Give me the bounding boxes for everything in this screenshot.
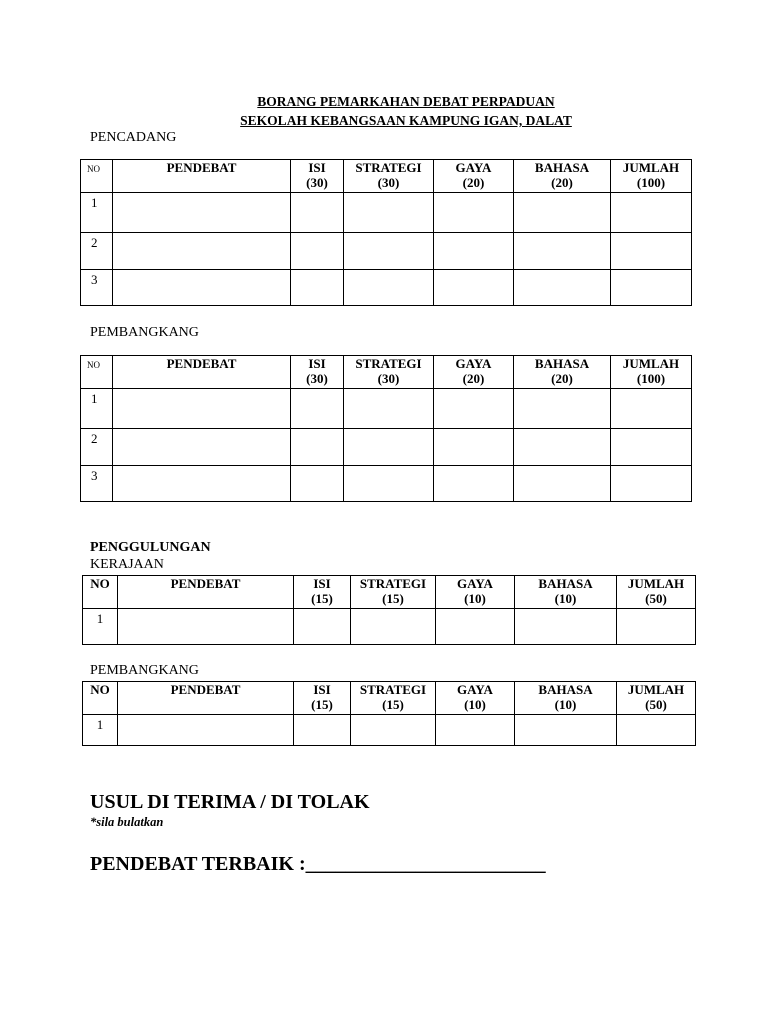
header-isi [291,356,344,389]
header-strategi [344,356,434,389]
header-isi [294,576,351,609]
header-isi-label: ISI [313,576,331,591]
table-row [81,389,692,429]
header-gaya-marks: (10) [464,697,486,712]
cell-strategi[interactable] [344,389,434,429]
section-label-pembangkang: PEMBANGKANG [90,325,199,340]
row-number: 3 [81,466,113,502]
cell-gaya[interactable] [434,193,514,233]
header-isi-marks: (30) [306,371,328,386]
cell-strategi[interactable] [344,270,434,306]
cell-bahasa[interactable] [514,389,611,429]
cell-gaya[interactable] [434,389,514,429]
table-header-row [81,160,692,193]
cell-bahasa[interactable] [514,466,611,502]
cell-bahasa[interactable] [514,270,611,306]
header-gaya-marks: (20) [462,371,485,386]
header-jumlah-marks: (100) [636,371,666,386]
row-number: 3 [81,270,113,306]
header-jumlah-label: JUMLAH [627,576,685,591]
header-strategi-label: STRATEGI [355,160,422,175]
section-label-pencadang: PENCADANG [90,130,177,145]
header-gaya-marks: (10) [464,591,486,606]
row-number: 1 [81,193,113,233]
score-table-pencadang [80,159,692,306]
table-row [81,429,692,466]
cell-isi[interactable] [291,466,344,502]
cell-gaya[interactable] [434,429,514,466]
header-bahasa-label: BAHASA [534,160,590,175]
cell-isi[interactable] [291,429,344,466]
header-gaya-label: GAYA [455,356,492,371]
header-jumlah-label: JUMLAH [627,682,685,697]
table-row [81,270,692,306]
score-table-pembangkang-penggulungan [82,681,696,746]
cell-pendebat[interactable] [113,270,291,306]
table-row [81,466,692,502]
header-pendebat: PENDEBAT [118,576,294,609]
cell-gaya[interactable] [434,233,514,270]
header-no: NO [83,682,118,715]
score-table-kerajaan [82,575,696,645]
cell-jumlah[interactable] [611,193,692,233]
row-number: 1 [81,389,113,429]
score-table-pembangkang [80,355,692,502]
header-jumlah-marks: (50) [645,697,667,712]
cell-bahasa[interactable] [515,715,617,746]
cell-bahasa[interactable] [515,609,617,645]
row-number: 1 [83,609,118,645]
header-strategi-marks: (30) [377,175,400,190]
header-jumlah [617,682,696,715]
table-header-row [83,682,696,715]
header-isi-marks: (30) [306,175,328,190]
header-jumlah-marks: (100) [636,175,666,190]
cell-strategi[interactable] [344,233,434,270]
cell-jumlah[interactable] [611,466,692,502]
usul-note: *sila bulatkan [90,815,164,829]
header-bahasa-marks: (10) [554,591,577,606]
header-strategi-label: STRATEGI [359,576,427,591]
cell-pendebat[interactable] [113,466,291,502]
cell-isi[interactable] [291,193,344,233]
cell-jumlah[interactable] [611,389,692,429]
header-no: NO [83,576,118,609]
cell-pendebat[interactable] [118,715,294,746]
section-label-kerajaan: KERAJAAN [90,557,164,572]
header-pendebat: PENDEBAT [118,682,294,715]
header-bahasa-label: BAHASA [534,356,590,371]
header-jumlah-label: JUMLAH [622,160,680,175]
table-row [81,193,692,233]
cell-pendebat[interactable] [118,609,294,645]
cell-isi[interactable] [291,270,344,306]
row-number: 1 [83,715,118,746]
header-jumlah-marks: (50) [645,591,667,606]
header-isi-label: ISI [308,356,326,371]
cell-strategi[interactable] [351,609,436,645]
header-gaya-marks: (20) [462,175,485,190]
cell-pendebat[interactable] [113,193,291,233]
header-pendebat: PENDEBAT [113,356,291,389]
cell-gaya[interactable] [434,466,514,502]
header-gaya [434,356,514,389]
header-bahasa [514,356,611,389]
header-isi-marks: (15) [311,697,333,712]
header-strategi [351,576,436,609]
section-label-penggulungan: PENGGULUNGAN [90,540,211,555]
header-jumlah [611,356,692,389]
header-bahasa [514,160,611,193]
header-strategi-label: STRATEGI [359,682,427,697]
cell-gaya[interactable] [436,715,515,746]
cell-pendebat[interactable] [113,233,291,270]
header-strategi-marks: (30) [377,371,400,386]
cell-gaya[interactable] [434,270,514,306]
usul-statement[interactable]: USUL DI TERIMA / DI TOLAK [90,791,370,813]
cell-gaya[interactable] [436,609,515,645]
header-isi-label: ISI [313,682,331,697]
cell-jumlah[interactable] [617,715,696,746]
header-isi-label: ISI [308,160,326,175]
table-row [83,609,696,645]
row-number: 2 [81,429,113,466]
header-strategi [344,160,434,193]
cell-pendebat[interactable] [113,429,291,466]
header-bahasa [515,576,617,609]
header-isi [291,160,344,193]
table-row [81,233,692,270]
form-title-line-1: BORANG PEMARKAHAN DEBAT PERPADUAN [257,94,555,109]
header-gaya-label: GAYA [457,576,493,591]
form-title-line-2: SEKOLAH KEBANGSAAN KAMPUNG IGAN, DALAT [240,113,572,128]
cell-strategi[interactable] [344,466,434,502]
header-gaya [434,160,514,193]
section-label-pembangkang-penggulungan: PEMBANGKANG [90,663,199,678]
best-debater-field[interactable]: PENDEBAT TERBAIK :________________________ [90,853,546,875]
header-isi-marks: (15) [311,591,333,606]
header-no: NO [81,356,113,389]
cell-jumlah[interactable] [611,429,692,466]
header-bahasa [515,682,617,715]
header-bahasa-label: BAHASA [538,682,593,697]
cell-strategi[interactable] [351,715,436,746]
header-gaya-label: GAYA [457,682,493,697]
header-jumlah [611,160,692,193]
header-strategi [351,682,436,715]
cell-strategi[interactable] [344,429,434,466]
cell-bahasa[interactable] [514,429,611,466]
header-no: NO [81,160,113,193]
header-pendebat: PENDEBAT [113,160,291,193]
header-jumlah-label: JUMLAH [622,356,680,371]
header-gaya-label: GAYA [455,160,492,175]
header-jumlah [617,576,696,609]
header-gaya [436,682,515,715]
cell-bahasa[interactable] [514,193,611,233]
cell-jumlah[interactable] [611,233,692,270]
row-number: 2 [81,233,113,270]
cell-isi[interactable] [291,233,344,270]
header-strategi-marks: (15) [382,591,404,606]
header-bahasa-marks: (20) [551,175,573,190]
header-bahasa-marks: (20) [551,371,573,386]
header-strategi-marks: (15) [382,697,404,712]
header-bahasa-label: BAHASA [538,576,593,591]
header-isi [294,682,351,715]
cell-jumlah[interactable] [617,609,696,645]
cell-isi[interactable] [294,609,351,645]
table-row [83,715,696,746]
table-header-row [81,356,692,389]
table-header-row [83,576,696,609]
header-bahasa-marks: (10) [554,697,577,712]
header-strategi-label: STRATEGI [355,356,422,371]
header-gaya [436,576,515,609]
cell-isi[interactable] [291,389,344,429]
cell-bahasa[interactable] [514,233,611,270]
cell-pendebat[interactable] [113,389,291,429]
cell-jumlah[interactable] [611,270,692,306]
cell-isi[interactable] [294,715,351,746]
cell-strategi[interactable] [344,193,434,233]
